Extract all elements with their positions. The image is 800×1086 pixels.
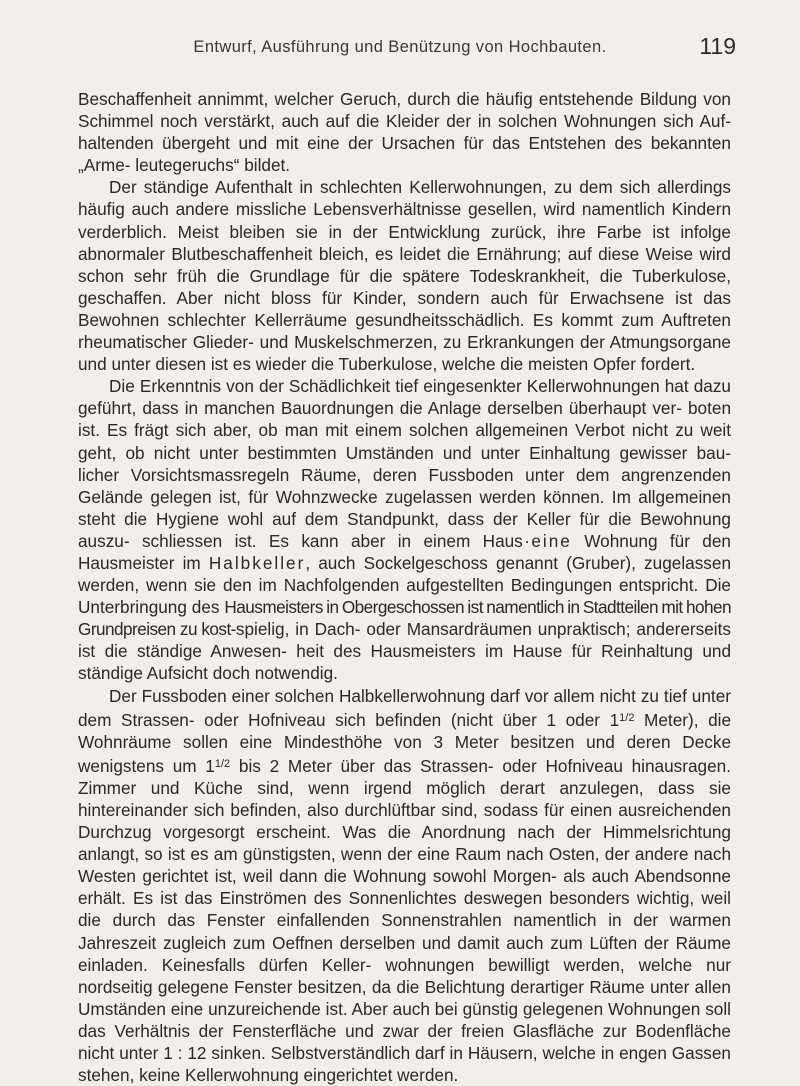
fraction-one-half: 1/2 (619, 711, 635, 724)
emphasis-halbkeller: Halbkeller (208, 552, 306, 573)
paragraph-3: Die Erkenntnis von der Schädlichkeit tief eingesenkter Kellerwohnungen hat dazu geführt, dass in manchen Bauordnungen die Anlage derselben überhaupt ver- boten ist. Es frägt sich aber, ob man mit einem solchen allgemeinen Verbot nicht zu weit geht, ob nicht unter bestimmten Umständen und unter Einhaltung gewisser bau- licher Vorsichtsmassregeln Räume, deren Fussboden unter dem angrenzenden Gelände gelegen ist, für Wohnzwecke zugelassen werden können. Im allgemeinen steht die Hygiene wohl auf dem Standpunkt, dass der Keller für die Bewohnung auszu- schliessen ist. Es kann aber in einem Haus · eine Wohnung für den Hausmeister im Halbkeller, auch Sockelgeschoss genannt (Gruber), zugelassen werden, wenn sie den im Nachfolgenden aufgestellten Bedingungen entspricht. Die Unterbringung des Hausmeisters in Obergeschossen ist namentlich in Stadtteilen mit hohen Grundpreisen zu kost-spielig, in Dach- oder Mansardräumen unpraktisch; andererseits ist die ständige Anwesen- heit des Hausmeisters im Hause für Reinhaltung und ständige Aufsicht doch notwendig. (78, 376, 732, 684)
paragraph-1: Beschaffenheit annimmt, welcher Geruch, durch die häufig entstehende Bildung von Schimmel noch verstärkt, auch auf die Kleider der in solchen Wohnungen sich Auf- haltenden übergeht und mit eine der Ursachen für das Entstehen des bekannten „Arme- leutegeruchs“ bildet. (78, 89, 731, 176)
body-text (78, 88, 731, 1086)
paragraph-4-text-a: Der Fussboden einer solchen Halbkellerwohnung darf vor allem nicht zu tief unter dem Strassen- oder Hofniveau sich befinden (nicht über 1 oder 1 (78, 685, 731, 730)
paragraph-3-text-b: Wohnung für den Hausmeister im (78, 530, 731, 573)
paragraph-4-text-c: bis 2 Meter über das Strassen- oder Hofniveau hinausragen. Zimmer und Küche sind, wenn irgend möglich derart anzulegen, dass sie hintereinander sich befinden, also durchlüftbar sind, sodass für einen ausreichenden Durchzug vorgesorgt erscheint. Was die Anordnung nach der Himmelsrichtung anlangt, so ist es am günstigsten, wenn der eine Raum nach Osten, der andere nach Westen gerichtet ist, weil dann die Wohnung sowohl Morgen- als auch Abendsonne erhält. Es ist das Einströmen des Sonnenlichtes deswegen besonders wichtig, weil die durch das Fenster einfallenden Sonnenstrahlen namentlich in der warmen Jahreszeit zugleich zum Oeffnen derselben und damit auch zum Lüften der Räume einladen. Keinesfalls dürfen Keller- wohnungen bewilligt werden, welche nur nordseitig gelegene Fenster besitzen, da die Belichtung derartiger Räume unter allen Umständen eine unzureichende ist. Aber auch bei günstig gelegenen Wohnungen soll das Verhältnis der Fensterfläche und zwar der freien Glasfläche zur Bodenfläche nicht unter 1 : 12 sinken. Selbstverständlich darf in Häusern, welche in engen Gassen stehen, keine Kellerwohnung eingerichtet werden. (78, 755, 731, 1086)
paragraph-2: Der ständige Aufenthalt in schlechten Kellerwohnungen, zu dem sich allerdings häufig auch andere missliche Lebensverhältnisse gesellen, wird namentlich Kindern verderblich. Meist bleiben sie in der Entwicklung zurück, ihre Farbe ist infolge abnormaler Blutbeschaffenheit bleich, es leidet die Ernährung; auf diese Weise wird schon sehr früh die Grundlage für die spätere Todeskrankheit, die Tuberkulose, geschaffen. Aber nicht bloss für Kinder, sondern auch für Erwachsene ist das Bewohnen schlechter Kellerräume gesundheitsschädlich. Es kommt zum Auftreten rheumatischer Glieder- und Muskelschmerzen, zu Erkrankungen der Atmungsorgane und unter diesen ist es wieder die Tuberkulose, welche die meisten Opfer fordert. (78, 177, 731, 375)
running-head (70, 32, 736, 68)
paragraph-3-text-c: , auch Sockelgeschoss genannt (Gruber), zugelassen werden, wenn sie den im Nachfolgenden aufgestellten Bedingungen entspricht. Die Unterbringung des (78, 552, 732, 618)
paragraph-3-tight-line: Hausmeisters in Obergeschossen ist namentlich in Stadtteilen mit hohen Grundpreisen zu kost- (78, 597, 731, 640)
paragraph-3-text-a: Die Erkenntnis von der Schädlichkeit tief eingesenkter Kellerwohnungen hat dazu geführt, dass in manchen Bauordnungen die Anlage derselben überhaupt ver- boten ist. Es frägt sich aber, ob man mit einem solchen allgemeinen Verbot nicht zu weit geht, ob nicht unter bestimmten Umständen und unter Einhaltung gewisser bau- licher Vorsichtsmassregeln Räume, deren Fussboden unter dem angrenzenden Gelände gelegen ist, für Wohnzwecke zugelassen werden können. Im allgemeinen steht die Hygiene wohl auf dem Standpunkt, dass der Keller für die Bewohnung auszu- schliessen ist. Es kann aber in einem Haus (78, 376, 731, 551)
paragraph-3-text-d: spielig, in Dach- oder Mansardräumen unpraktisch; andererseits ist die ständige Anwesen- heit des Hausmeisters im Hause für Reinhaltung und ständige Aufsicht doch notwendig. (78, 619, 731, 684)
fraction-one-half: 1/2 (214, 757, 231, 770)
paragraph-4-text-b: Meter), die Wohnräume sollen eine Mindesthöhe von 3 Meter besitzen und deren Decke wenigstens um 1 (78, 709, 732, 776)
running-title: Entwurf, Ausführung und Benützung von Hochbauten. (193, 38, 607, 56)
page-number: 119 (699, 33, 736, 59)
emphasis-eine: eine (531, 530, 572, 551)
paragraph-4 (78, 685, 731, 1086)
